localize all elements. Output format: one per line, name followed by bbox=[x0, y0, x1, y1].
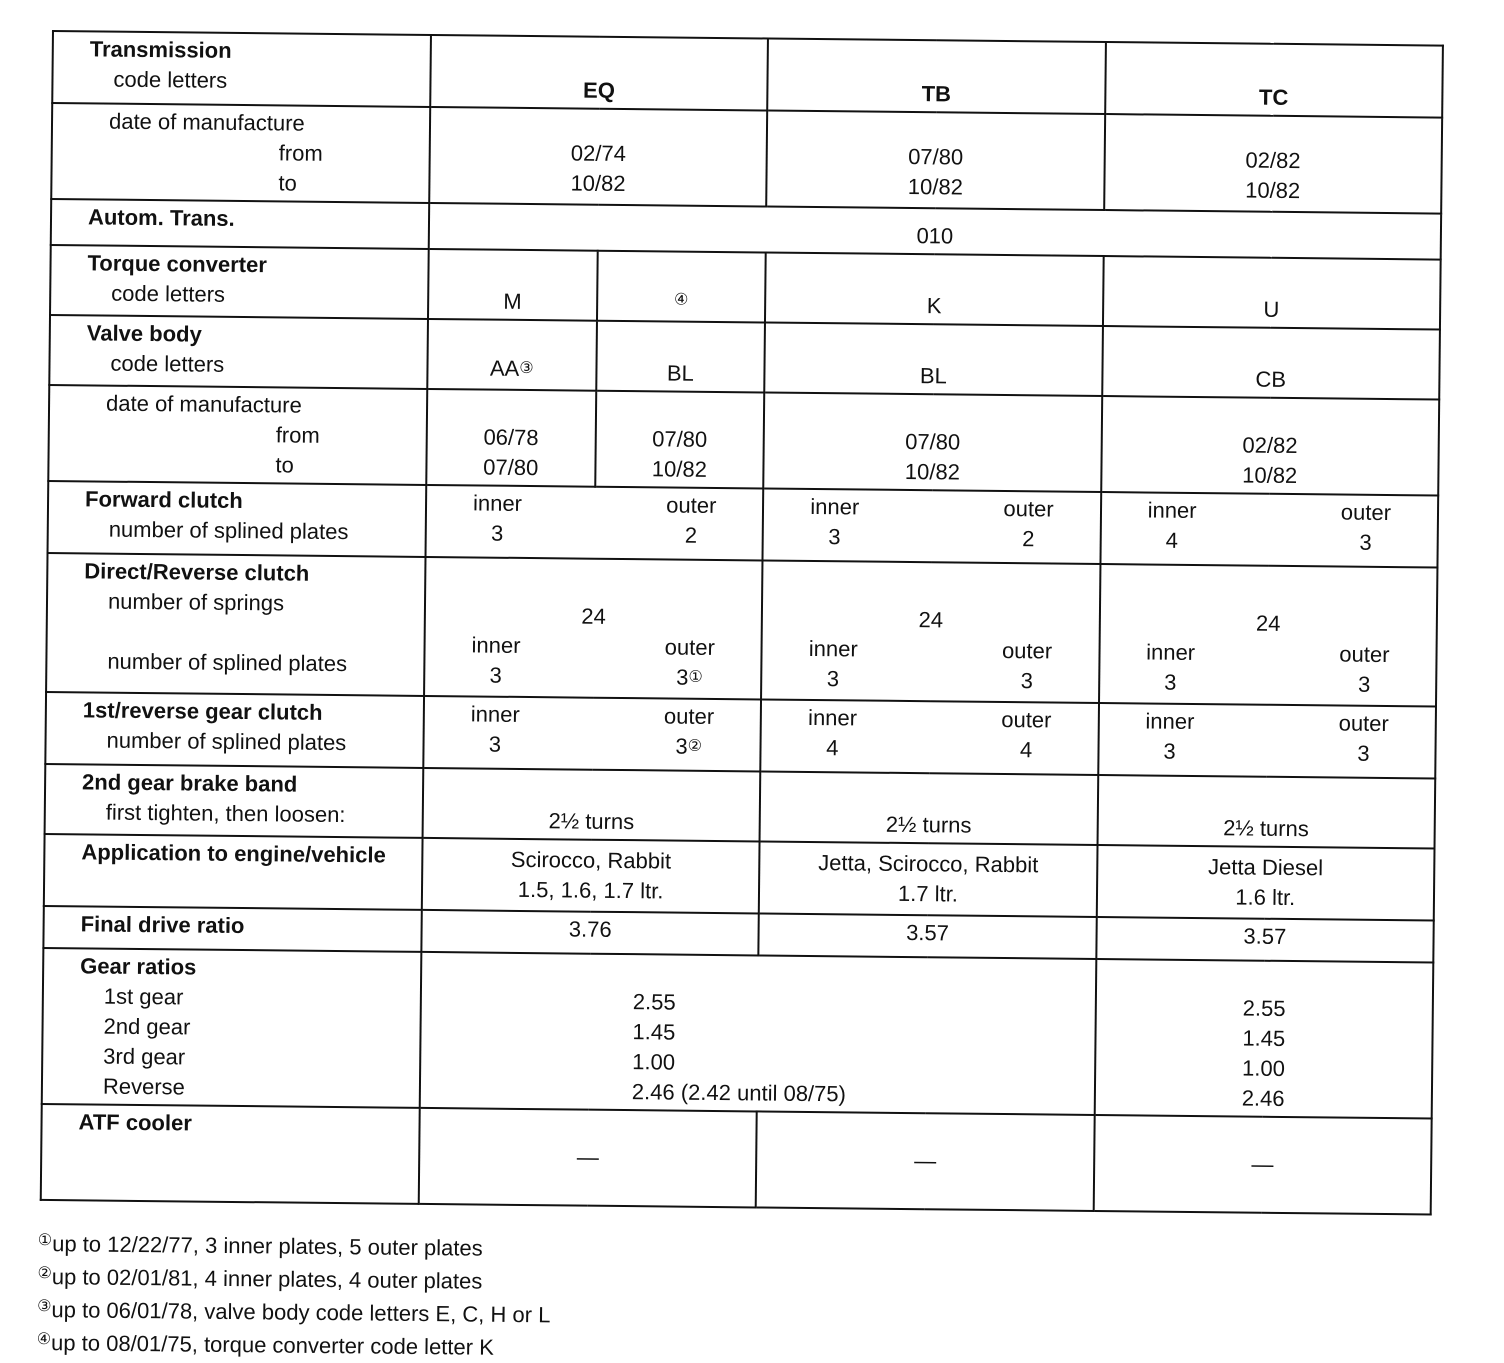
footnote: ②up to 02/01/81, 4 inner plates, 4 outer plates bbox=[37, 1264, 483, 1294]
application-tc: Jetta Diesel 1.6 ltr. bbox=[1096, 845, 1434, 921]
row-label: date of manufacture from to bbox=[51, 103, 430, 203]
direct-reverse-eq: 24 inner 3 outer 3① bbox=[424, 557, 763, 700]
manufacture-tc: 02/82 10/82 bbox=[1104, 114, 1442, 214]
row-label: Autom. Trans. bbox=[51, 199, 429, 249]
valve-date-eq-b: 07/80 10/82 bbox=[595, 391, 765, 489]
transmission-spec-table bbox=[40, 30, 1444, 1216]
row-label: Transmission code letters bbox=[52, 31, 431, 107]
torque-converter-tc: U bbox=[1103, 256, 1441, 330]
footnotes bbox=[37, 1226, 552, 1363]
col-header-tb: TB bbox=[767, 39, 1105, 115]
spec-table-wrapper bbox=[40, 30, 1444, 1216]
footnote: ③up to 06/01/78, valve body code letters E, C, H or L bbox=[37, 1297, 551, 1328]
final-drive-eq: 3.76 bbox=[421, 910, 759, 956]
autom-trans-value: 010 bbox=[429, 203, 1441, 260]
row-label: ATF cooler bbox=[41, 1104, 420, 1204]
manufacture-tb: 07/80 10/82 bbox=[766, 110, 1104, 210]
col-header-eq: EQ bbox=[430, 35, 768, 111]
valve-body-tb: BL bbox=[765, 322, 1103, 396]
first-reverse-tb: inner 4 outer 4 bbox=[761, 699, 1099, 775]
valve-date-tc: 02/82 10/82 bbox=[1101, 396, 1439, 496]
row-label: 2nd gear brake band first tighten, then loosen: bbox=[45, 764, 424, 838]
brake-band-eq: 2½ turns bbox=[423, 768, 761, 842]
gear-ratios-tc: 2.55 1.45 1.00 2.46 bbox=[1094, 959, 1433, 1119]
row-label: Torque converter code letters bbox=[50, 245, 429, 319]
row-label: Direct/Reverse clutch number of springs number of splined plates bbox=[46, 553, 425, 696]
table-row bbox=[46, 553, 1437, 707]
valve-date-tb: 07/80 10/82 bbox=[764, 392, 1102, 492]
brake-band-tc: 2½ turns bbox=[1097, 775, 1435, 849]
footnote: ①up to 12/22/77, 3 inner plates, 5 outer plates bbox=[37, 1231, 483, 1261]
manufacture-eq: 02/74 10/82 bbox=[429, 107, 767, 207]
row-label: Final drive ratio bbox=[43, 906, 421, 952]
gear-ratios-eq-tb: 2.55 1.45 1.00 2.46 (2.42 until 08/75) bbox=[420, 952, 1096, 1115]
table-row bbox=[41, 1104, 1432, 1215]
row-label: Forward clutch number of splined plates bbox=[48, 481, 427, 557]
valve-date-eq-a: 06/78 07/80 bbox=[426, 389, 596, 487]
footnote: ④up to 08/01/75, torque converter code letter K bbox=[36, 1330, 494, 1360]
valve-body-eq-b: BL bbox=[596, 321, 765, 393]
direct-reverse-tc: 24 inner 3 outer 3 bbox=[1099, 564, 1438, 707]
first-reverse-eq: inner 3 outer 3② bbox=[423, 696, 761, 772]
col-header-tc: TC bbox=[1105, 42, 1443, 118]
application-eq: Scirocco, Rabbit 1.5, 1.6, 1.7 ltr. bbox=[422, 838, 760, 914]
application-tb: Jetta, Scirocco, Rabbit 1.7 ltr. bbox=[759, 841, 1097, 917]
row-label: Valve body code letters bbox=[49, 315, 428, 389]
table-row bbox=[48, 385, 1439, 496]
torque-converter-eq-a: M bbox=[428, 249, 597, 321]
direct-reverse-tb: 24 inner 3 outer 3 bbox=[761, 560, 1100, 703]
valve-body-tc: CB bbox=[1102, 326, 1440, 400]
row-label: 1st/reverse gear clutch number of splined plates bbox=[45, 692, 424, 768]
forward-clutch-tc: inner 4 outer 3 bbox=[1100, 492, 1438, 568]
atf-cooler-tc: — bbox=[1093, 1115, 1431, 1215]
final-drive-tb: 3.57 bbox=[759, 913, 1097, 959]
table-row bbox=[51, 103, 1442, 214]
atf-cooler-tb: — bbox=[756, 1111, 1094, 1211]
row-label: Gear ratios 1st gear 2nd gear 3rd gear Reverse bbox=[42, 948, 422, 1108]
torque-converter-tb: K bbox=[765, 252, 1103, 326]
torque-converter-eq-b: ④ bbox=[597, 251, 766, 323]
row-label: Application to engine/vehicle bbox=[44, 834, 423, 910]
valve-body-eq-a: AA③ bbox=[427, 319, 596, 391]
forward-clutch-eq: inner 3 outer 2 bbox=[425, 485, 763, 561]
atf-cooler-eq: — bbox=[419, 1108, 757, 1208]
forward-clutch-tb: inner 3 outer 2 bbox=[763, 488, 1101, 564]
row-label: date of manufacture from to bbox=[48, 385, 427, 485]
final-drive-tc: 3.57 bbox=[1096, 917, 1434, 963]
table-row bbox=[42, 948, 1434, 1119]
first-reverse-tc: inner 3 outer 3 bbox=[1098, 703, 1436, 779]
brake-band-tb: 2½ turns bbox=[760, 771, 1098, 845]
